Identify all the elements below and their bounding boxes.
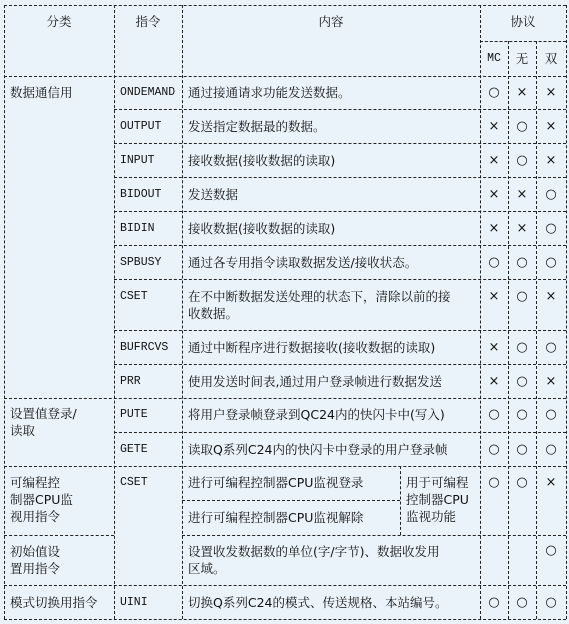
header-bi: 双: [544, 51, 558, 66]
content-monitor-release: 进行可编程控制器CPU监视解除: [188, 510, 364, 525]
mc-mark: ×: [488, 221, 500, 236]
command-ondemand: ONDEMAND: [120, 86, 176, 99]
header-content: 内容: [318, 14, 344, 29]
none-mark: ○: [516, 153, 528, 168]
content-init-line1: 设置收发数据数的单位(字/字节)、数据收发用: [188, 544, 440, 559]
none-mark: ○: [516, 374, 528, 389]
mc-mark: ○: [488, 475, 500, 490]
header-category: 分类: [46, 14, 72, 29]
monitor-function-line2: 控制器CPU: [406, 492, 469, 507]
bi-mark: ○: [545, 255, 557, 270]
bi-mark: ○: [545, 221, 557, 236]
content-cset-line1: 在不中断数据发送处理的状态下，清除以前的接: [188, 289, 451, 304]
mc-mark: ×: [488, 374, 500, 389]
category-set-register-line2: 读取: [10, 423, 36, 438]
mc-mark: ○: [488, 255, 500, 270]
content-init-line2: 区域。: [188, 561, 226, 576]
bi-mark: ○: [545, 407, 557, 422]
none-mark: ×: [516, 221, 528, 236]
none-mark: ○: [516, 595, 528, 610]
none-mark: ×: [516, 187, 528, 202]
bi-mark: ○: [545, 442, 557, 457]
content-bidout: 发送数据: [188, 187, 239, 202]
none-mark: ○: [516, 340, 528, 355]
content-bufrcvs: 通过中断程序进行数据接收(接收数据的读取): [188, 340, 436, 355]
content-uini: 切换Q系列C24的模式、传送规格、本站编号。: [188, 595, 448, 610]
category-plc-cpu-line1: 可编程控: [10, 475, 61, 490]
mc-mark: ×: [488, 153, 500, 168]
none-mark: ○: [516, 289, 528, 304]
command-prr: PRR: [120, 375, 141, 388]
bi-mark: ×: [545, 374, 557, 389]
none-mark: ×: [516, 85, 528, 100]
category-data-comm: 数据通信用: [10, 85, 73, 100]
command-bufrcvs: BUFRCVS: [120, 341, 169, 354]
command-input: INPUT: [120, 154, 155, 167]
content-spbusy: 通过各专用指令读取数据发送/接收状态。: [188, 255, 418, 270]
command-gete: GETE: [120, 443, 148, 456]
category-init-line2: 置用指令: [10, 561, 61, 576]
command-cset-monitor: CSET: [120, 476, 148, 489]
command-output: OUTPUT: [120, 120, 162, 133]
mc-mark: ○: [488, 442, 500, 457]
none-mark: ○: [516, 475, 528, 490]
bi-mark: ×: [545, 153, 557, 168]
bi-mark: ○: [545, 595, 557, 610]
content-cset-line2: 收数据。: [188, 306, 239, 321]
monitor-function-line3: 监视功能: [406, 509, 457, 524]
header-command: 指令: [135, 14, 161, 29]
command-spbusy: SPBUSY: [120, 256, 162, 269]
mc-mark: ×: [488, 187, 500, 202]
category-set-register-line1: 设置值登录/: [10, 406, 77, 421]
content-pute: 将用户登录帧登录到QC24内的快闪卡中(写入): [188, 407, 445, 422]
mc-mark: ○: [488, 85, 500, 100]
category-mode-switch: 模式切换用指令: [10, 595, 98, 610]
content-bidin: 接收数据(接收数据的读取): [188, 221, 336, 236]
bi-mark: ×: [545, 289, 557, 304]
bi-mark: ×: [545, 475, 557, 490]
command-bidin: BIDIN: [120, 222, 155, 235]
content-prr: 使用发送时间表,通过用户登录帧进行数据发送: [188, 374, 442, 389]
header-protocol: 协议: [510, 14, 536, 29]
bi-mark: ×: [545, 119, 557, 134]
monitor-function-line1: 用于可编程: [406, 475, 469, 490]
bi-mark: ○: [545, 340, 557, 355]
mc-mark: ×: [488, 340, 500, 355]
header-none: 无: [515, 51, 529, 66]
header-mc: MC: [487, 52, 501, 65]
mc-mark: ×: [488, 289, 500, 304]
bi-mark: ○: [545, 187, 557, 202]
command-cset: CSET: [120, 290, 148, 303]
command-pute: PUTE: [120, 408, 148, 421]
command-uini: UINI: [120, 596, 148, 609]
none-mark: ○: [516, 255, 528, 270]
bi-mark: ○: [545, 543, 557, 558]
content-output: 发送指定数据最的数据。: [188, 119, 326, 134]
bi-mark: ×: [545, 85, 557, 100]
category-plc-cpu-line3: 视用指令: [10, 509, 61, 524]
content-input: 接收数据(接收数据的读取): [188, 153, 336, 168]
mc-mark: ×: [488, 119, 500, 134]
none-mark: ○: [516, 442, 528, 457]
mc-mark: ○: [488, 595, 500, 610]
content-monitor-register: 进行可编程控制器CPU监视登录: [188, 475, 364, 490]
mc-mark: ○: [488, 407, 500, 422]
command-bidout: BIDOUT: [120, 188, 162, 201]
none-mark: ○: [516, 119, 528, 134]
content-gete: 读取Q系列C24内的快闪卡中登录的用户登录帧: [188, 442, 448, 457]
category-init-line1: 初始值设: [10, 544, 61, 559]
content-ondemand: 通过接通请求功能发送数据。: [188, 85, 351, 100]
category-plc-cpu-line2: 制器CPU监: [10, 492, 73, 507]
none-mark: ○: [516, 407, 528, 422]
